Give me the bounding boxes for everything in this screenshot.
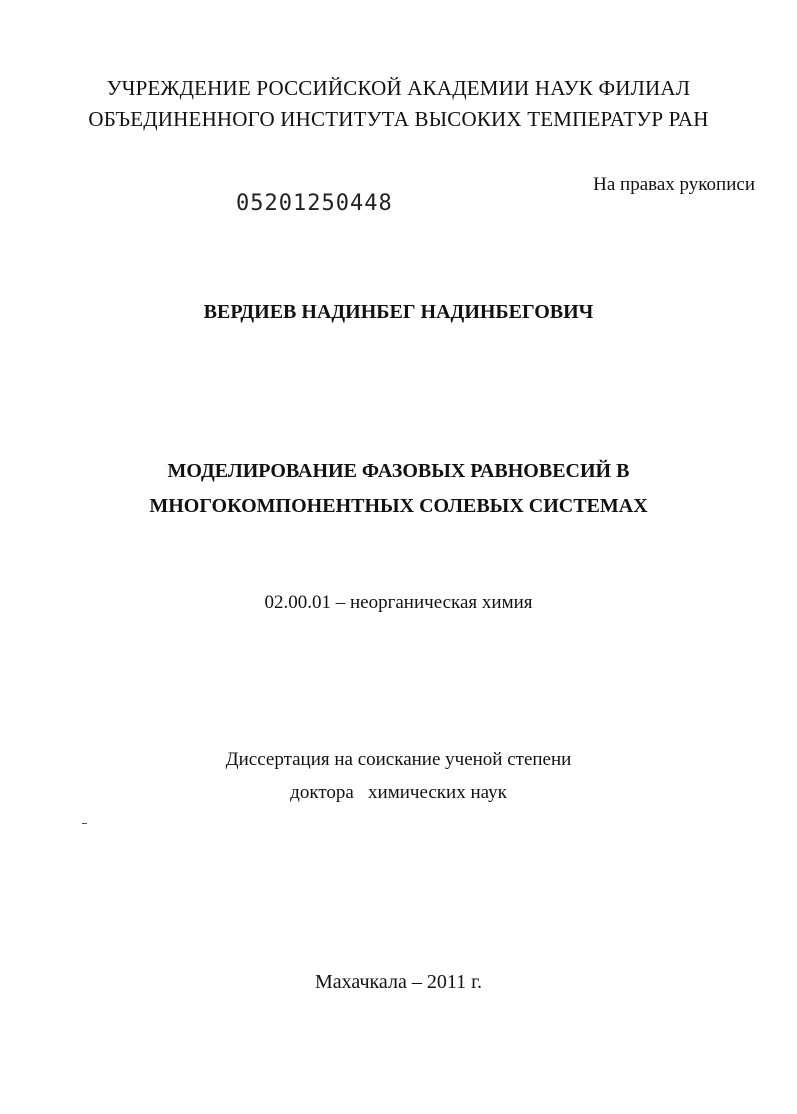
catalog-number-stamp: 05201250448: [236, 191, 393, 216]
dissertation-title-line-1: МОДЕЛИРОВАНИЕ ФАЗОВЫХ РАВНОВЕСИЙ В: [167, 460, 630, 482]
place-and-year: Махачкала – 2011 г.: [314, 971, 483, 993]
institution-name-line-1: УЧРЕЖДЕНИЕ РОССИЙСКОЙ АКАДЕМИИ НАУК ФИЛИАЛ: [106, 76, 691, 100]
degree-line-2: доктора химических наук: [290, 782, 507, 803]
institution-name-line-2: ОБЪЕДИНЕННОГО ИНСТИТУТА ВЫСОКИХ ТЕМПЕРАТУР РАН: [88, 107, 709, 131]
specialty-code: 02.00.01 – неорганическая химия: [264, 592, 533, 613]
degree-line-1: Диссертация на соискание ученой степени: [225, 749, 572, 770]
dissertation-title-line-2: МНОГОКОМПОНЕНТНЫХ СОЛЕВЫХ СИСТЕМАХ: [149, 495, 648, 517]
scan-artifact-mark: [82, 823, 87, 824]
manuscript-rights-note: На правах рукописи: [593, 174, 755, 195]
author-name: ВЕРДИЕВ НАДИНБЕГ НАДИНБЕГОВИЧ: [203, 301, 594, 323]
